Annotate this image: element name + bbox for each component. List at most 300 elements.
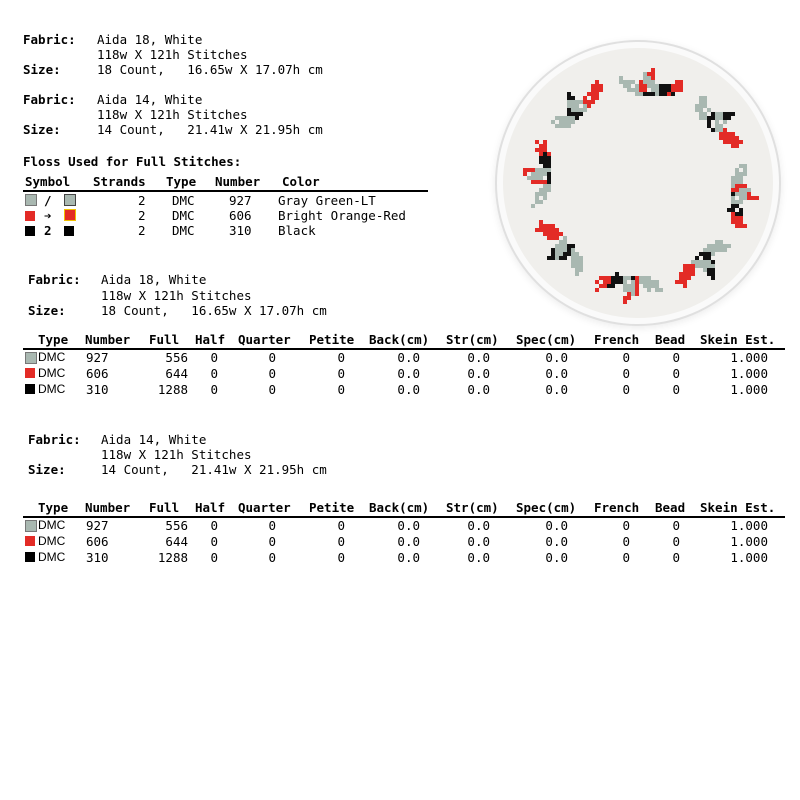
stitch-cell [547,184,551,188]
stitch-cell [627,80,631,84]
stitch-cell [711,252,715,256]
stitch-cell [651,88,655,92]
stitch-cell [755,196,759,200]
stitch-cell [747,188,751,192]
stitch-cell [555,244,559,248]
stitch-cell [695,256,699,260]
stitch-cell [647,92,651,96]
stitch-cell [651,72,655,76]
stitch-cell [563,252,567,256]
stitch-cell [583,104,587,108]
stitch-cell [731,176,735,180]
count-cell: 0 [622,534,630,549]
stitch-cell [559,256,563,260]
stitch-cell [735,224,739,228]
symbol-box-icon [64,226,74,236]
count-cell: 0 [268,382,276,397]
stitch-cell [727,132,731,136]
floss-color-name: Bright Orange-Red [278,208,406,223]
stitch-cell [683,284,687,288]
stitch-cell [531,168,535,172]
stitch-cell [575,100,579,104]
count-header: Half [195,500,226,515]
stitch-cell [647,72,651,76]
stitch-cell [739,188,743,192]
stitch-cell [563,256,567,260]
stitch-cell [591,100,595,104]
stitch-cell [575,272,579,276]
stitch-cell [539,220,543,224]
stitch-cell [591,96,595,100]
stitch-cell [703,96,707,100]
stitch-cell [743,192,747,196]
stitch-cell [655,280,659,284]
count-header: Full [149,500,180,515]
stitch-cell [611,280,615,284]
stitch-cell [719,244,723,248]
stitch-cell [591,88,595,92]
stitches-4: 118w X 121h Stitches [101,447,252,462]
stitch-cell [747,196,751,200]
count-cell: 0.0 [545,518,568,533]
stitch-cell [731,192,735,196]
count-cell: 1.000 [730,366,768,381]
count-cell: 606 [86,366,109,381]
count-cell: 0 [622,382,630,397]
stitch-cell [631,280,635,284]
count-cell: 644 [165,534,188,549]
stitch-cell [715,116,719,120]
stitch-cell [727,116,731,120]
count-cell: 0 [622,350,630,365]
count-cell: 0.0 [397,534,420,549]
stitch-cell [543,172,547,176]
floss-color-name: Gray Green-LT [278,193,376,208]
color-swatch [25,384,35,394]
stitch-cell [663,92,667,96]
floss-type: DMC [172,193,195,208]
stitch-cell [631,276,635,280]
stitch-cell [675,88,679,92]
count-cell: 310 [86,550,109,565]
stitch-cell [723,248,727,252]
stitch-cell [535,228,539,232]
stitch-cell [579,268,583,272]
count-cell: 0 [268,350,276,365]
stitch-cell [611,284,615,288]
stitches-1: 118w X 121h Stitches [97,47,248,62]
stitch-cell [679,280,683,284]
stitch-cell [539,200,543,204]
stitch-cell [559,124,563,128]
floss-swatch [25,208,35,223]
stitch-cell [739,176,743,180]
stitch-cell [547,180,551,184]
stitch-cell [575,268,579,272]
stitch-cell [695,104,699,108]
stitch-cell [539,156,543,160]
fabric-label-4: Fabric: [28,432,81,447]
stitch-cell [631,88,635,92]
count-cell: 0.0 [467,350,490,365]
count-cell: 1288 [157,550,188,565]
stitch-cell [739,212,743,216]
stitch-cell [579,256,583,260]
stitch-cell [575,104,579,108]
stitch-cell [715,120,719,124]
stitch-cell [527,176,531,180]
stitch-cell [543,156,547,160]
stitch-cell [751,196,755,200]
stitch-cell [659,84,663,88]
stitch-cell [543,148,547,152]
stitch-cell [731,180,735,184]
stitch-cell [571,108,575,112]
stitch-cell [743,184,747,188]
stitch-cell [731,220,735,224]
stitch-cell [731,112,735,116]
floss-strands: 2 [138,193,146,208]
stitch-cell [535,172,539,176]
stitch-cell [607,284,611,288]
stitch-cell [735,184,739,188]
stitch-cell [567,92,571,96]
count-cell: 1.000 [730,550,768,565]
stitch-cell [555,232,559,236]
floss-type: DMC [172,223,195,238]
stitch-cell [731,132,735,136]
stitch-cell [731,136,735,140]
fabric-value-4: Aida 14, White [101,432,207,447]
stitch-cell [631,288,635,292]
stitch-cell [595,280,599,284]
stitch-cell [711,264,715,268]
stitch-cell [535,148,539,152]
stitch-cell [555,252,559,256]
color-swatch [25,211,35,221]
count-cell: 606 [86,534,109,549]
count-cell: DMC [38,534,66,548]
stitch-cell [643,84,647,88]
count-header: Back(cm) [369,500,430,515]
stitch-cell [595,88,599,92]
stitch-cell [707,268,711,272]
stitch-cell [671,92,675,96]
stitch-cell [703,104,707,108]
floss-number: 927 [229,193,252,208]
stitch-cell [731,196,735,200]
stitch-cell [739,184,743,188]
stitch-cell [595,80,599,84]
stitch-cell [567,100,571,104]
stitch-cell [551,236,555,240]
stitch-cell [639,280,643,284]
stitch-cell [719,128,723,132]
floss-color-name: Black [278,223,316,238]
stitch-cell [691,268,695,272]
stitch-cell [735,176,739,180]
stitch-cell [627,296,631,300]
stitch-cell [735,188,739,192]
stitch-cell [523,168,527,172]
stitches-3: 118w X 121h Stitches [101,288,252,303]
stitch-cell [699,96,703,100]
stitch-cell [703,248,707,252]
count-cell: 1288 [157,382,188,397]
stitch-cell [643,276,647,280]
stitch-cell [543,188,547,192]
stitch-cell [551,120,555,124]
stitch-cell [591,92,595,96]
stitch-cell [571,120,575,124]
count-cell: 556 [165,350,188,365]
fabric-label-1: Fabric: [23,32,76,47]
stitch-cell [739,200,743,204]
count-cell: 0 [337,550,345,565]
stitch-cell [635,288,639,292]
stitch-cell [703,252,707,256]
stitch-cell [639,276,643,280]
stitch-cell [715,244,719,248]
stitch-cell [563,236,567,240]
count-header: Half [195,332,226,347]
stitch-cell [595,84,599,88]
stitch-cell [543,140,547,144]
wreath-preview [503,48,773,318]
stitch-cell [739,208,743,212]
stitch-cell [551,224,555,228]
stitch-cell [699,100,703,104]
stitch-cell [535,140,539,144]
stitch-cell [707,244,711,248]
stitch-cell [595,92,599,96]
stitch-cell [739,180,743,184]
count-header: Full [149,332,180,347]
count-header: Skein Est. [700,500,776,515]
stitch-cell [651,92,655,96]
stitch-cell [731,188,735,192]
stitch-cell [571,104,575,108]
count-header: Spec(cm) [516,332,577,347]
stitch-cell [551,228,555,232]
stitch-cell [691,272,695,276]
stitch-cell [683,268,687,272]
stitch-cell [647,84,651,88]
stitch-cell [655,284,659,288]
stitch-cell [547,172,551,176]
stitch-cell [671,88,675,92]
stitch-cell [635,84,639,88]
stitch-cell [643,280,647,284]
stitch-cell [635,284,639,288]
stitch-cell [547,168,551,172]
stitch-cell [707,124,711,128]
stitch-cell [647,284,651,288]
floss-symbol: / [44,193,52,208]
stitch-cell [599,84,603,88]
stitch-cell [711,116,715,120]
stitch-cell [559,248,563,252]
count-header: Back(cm) [369,332,430,347]
count-cell: 927 [86,518,109,533]
stitch-cell [663,84,667,88]
size-value-1: 18 Count, 16.65w X 17.07h cm [97,62,323,77]
stitch-cell [731,216,735,220]
color-swatch [25,536,35,546]
stitch-cell [539,180,543,184]
stitch-cell [687,272,691,276]
count-cell: 0 [672,366,680,381]
stitch-cell [567,248,571,252]
stitch-cell [743,172,747,176]
stitch-cell [563,240,567,244]
stitch-cell [683,276,687,280]
stitch-cell [543,192,547,196]
stitch-cell [695,264,699,268]
stitch-cell [739,216,743,220]
stitch-cell [715,240,719,244]
stitch-cell [679,272,683,276]
floss-symbol-box [64,208,76,223]
symbol-box-icon [64,209,76,221]
stitch-cell [539,192,543,196]
stitch-cell [651,68,655,72]
floss-header-strands: Strands [93,174,146,189]
stitch-cell [731,212,735,216]
count-cell: DMC [38,382,66,396]
stitch-cell [735,204,739,208]
size-value-4: 14 Count, 21.41w X 21.95h cm [101,462,327,477]
stitch-cell [579,260,583,264]
stitch-cell [547,232,551,236]
stitch-cell [679,80,683,84]
stitch-cell [547,224,551,228]
stitch-cell [635,280,639,284]
stitch-cell [643,284,647,288]
floss-symbol: 2 [44,223,52,238]
symbol-box-icon [64,194,76,206]
stitch-cell [563,116,567,120]
stitch-cell [579,100,583,104]
stitch-cell [587,104,591,108]
stitch-cell [707,120,711,124]
count-cell: DMC [38,550,66,564]
stitch-cell [575,112,579,116]
stitch-cell [703,116,707,120]
count-cell: 0.0 [545,550,568,565]
stitch-cell [647,76,651,80]
stitch-cell [555,248,559,252]
stitch-cell [651,280,655,284]
stitch-cell [659,88,663,92]
stitch-cell [535,192,539,196]
stitch-cell [735,220,739,224]
count-cell: 0 [672,350,680,365]
stitch-cell [539,160,543,164]
count-cell: 0 [622,518,630,533]
stitch-cell [655,92,659,96]
stitch-cell [687,268,691,272]
stitch-cell [571,116,575,120]
count-cell: 1.000 [730,350,768,365]
stitch-cell [547,152,551,156]
stitch-cell [719,248,723,252]
color-swatch [25,368,35,378]
stitch-cell [651,80,655,84]
count-cell: 0.0 [397,518,420,533]
stitch-cell [635,292,639,296]
stitch-cell [731,140,735,144]
count-cell: 1.000 [730,382,768,397]
stitch-cell [563,120,567,124]
stitch-cell [711,248,715,252]
stitch-cell [675,80,679,84]
stitch-cell [663,88,667,92]
stitch-cell [627,284,631,288]
stitch-cell [683,280,687,284]
stitch-cell [723,116,727,120]
count-header: Bead [655,332,686,347]
stitch-cell [667,92,671,96]
floss-header-color: Color [282,174,320,189]
stitch-cell [743,224,747,228]
count-cell: 0.0 [397,382,420,397]
stitch-cell [635,276,639,280]
stitch-cell [563,244,567,248]
stitch-cell [571,96,575,100]
count-header: Spec(cm) [516,500,577,515]
stitch-cell [539,172,543,176]
stitch-cell [615,276,619,280]
count-cell: 0 [268,550,276,565]
count-cell: 1.000 [730,518,768,533]
stitch-cell [703,264,707,268]
stitch-cell [583,108,587,112]
stitch-cell [623,288,627,292]
stitch-cell [739,164,743,168]
stitch-cell [743,168,747,172]
stitch-cell [739,224,743,228]
count-cell: 0 [210,382,218,397]
stitch-cell [571,248,575,252]
stitch-cell [719,240,723,244]
stitch-cell [571,252,575,256]
count-cell: 927 [86,350,109,365]
stitches-2: 118w X 121h Stitches [97,107,248,122]
stitch-cell [531,176,535,180]
count-header: Str(cm) [446,332,499,347]
count-header: Str(cm) [446,500,499,515]
floss-strands: 2 [138,223,146,238]
stitch-cell [547,156,551,160]
stitch-cell [715,128,719,132]
fabric-value-3: Aida 18, White [101,272,207,287]
stitch-cell [603,280,607,284]
stitch-cell [679,88,683,92]
stitch-cell [739,220,743,224]
stitch-cell [711,268,715,272]
stitch-cell [699,112,703,116]
stitch-cell [743,188,747,192]
stitch-cell [723,244,727,248]
stitch-cell [711,244,715,248]
stitch-cell [575,260,579,264]
stitch-cell [551,256,555,260]
stitch-cell [695,108,699,112]
floss-symbol: ➔ [44,208,52,223]
stitch-cell [683,264,687,268]
stitch-cell [735,200,739,204]
